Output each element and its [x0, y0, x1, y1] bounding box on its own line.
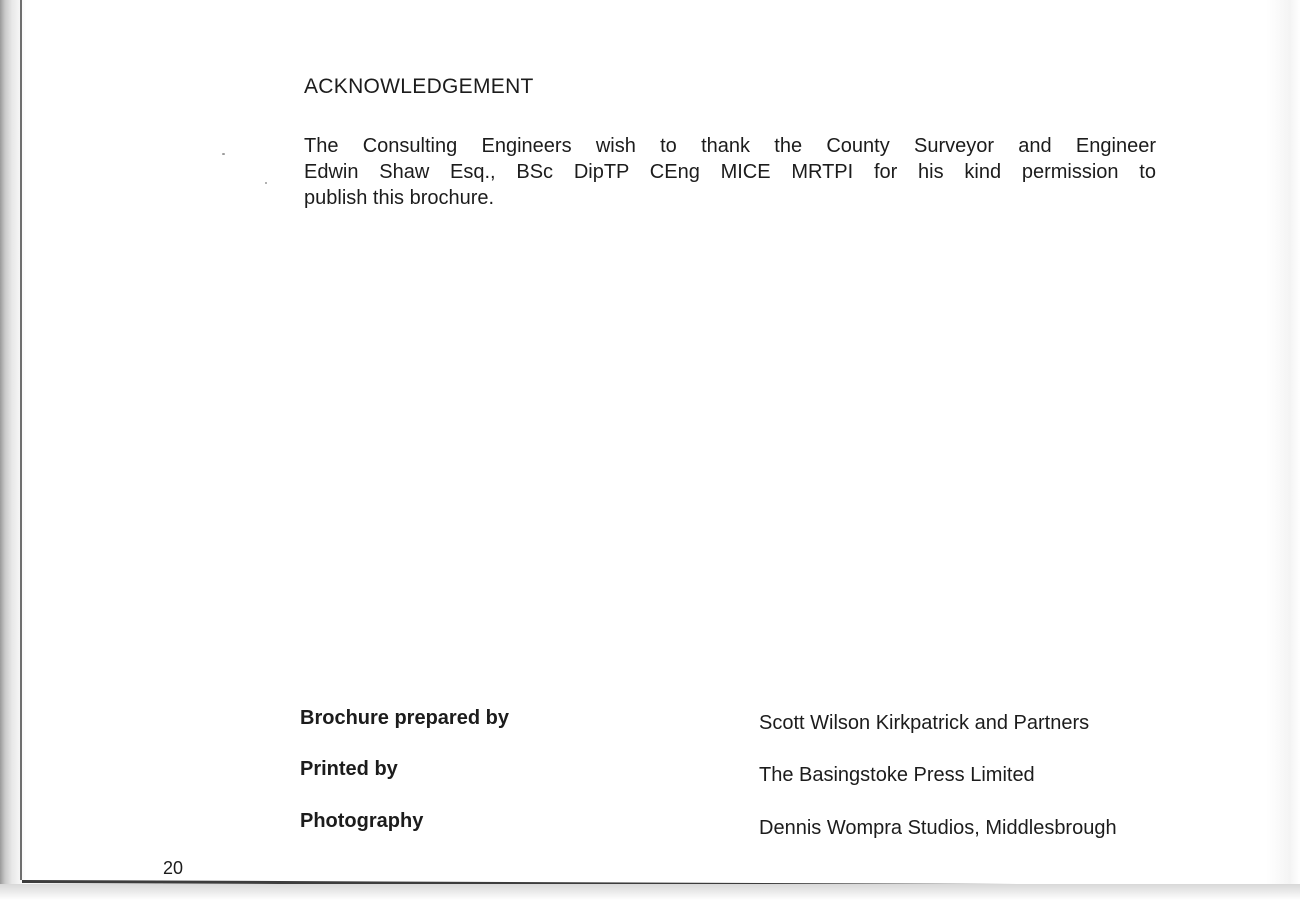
page-bottom-shadow: [0, 884, 1300, 900]
paragraph-line: publish this brochure.: [304, 187, 495, 209]
paragraph-line: The Consulting Engineers wish to thank the County Surveyor and Engineer: [304, 135, 1156, 157]
page-heading: ACKNOWLEDGEMENT: [304, 75, 534, 98]
credit-label-brochure: Brochure prepared by: [300, 707, 509, 729]
scan-speck: [265, 182, 267, 184]
credit-value-photography: Dennis Wompra Studios, Middlesbrough: [759, 817, 1117, 839]
binding-edge: [0, 0, 26, 900]
binding-shadow-line: [20, 0, 22, 880]
paragraph-line: Edwin Shaw Esq., BSc DipTP CEng MICE MRTPI for his kind permission to: [304, 161, 1156, 183]
credit-value-brochure: Scott Wilson Kirkpatrick and Partners: [759, 712, 1090, 734]
acknowledgement-paragraph: [304, 133, 1156, 211]
credit-value-printed: The Basingstoke Press Limited: [759, 764, 1035, 786]
credit-label-photography: Photography: [300, 810, 424, 832]
credit-label-printed: Printed by: [300, 758, 398, 780]
page-number: 20: [163, 858, 184, 878]
scan-speck: [222, 153, 225, 155]
page-right-edge: [1266, 0, 1300, 900]
